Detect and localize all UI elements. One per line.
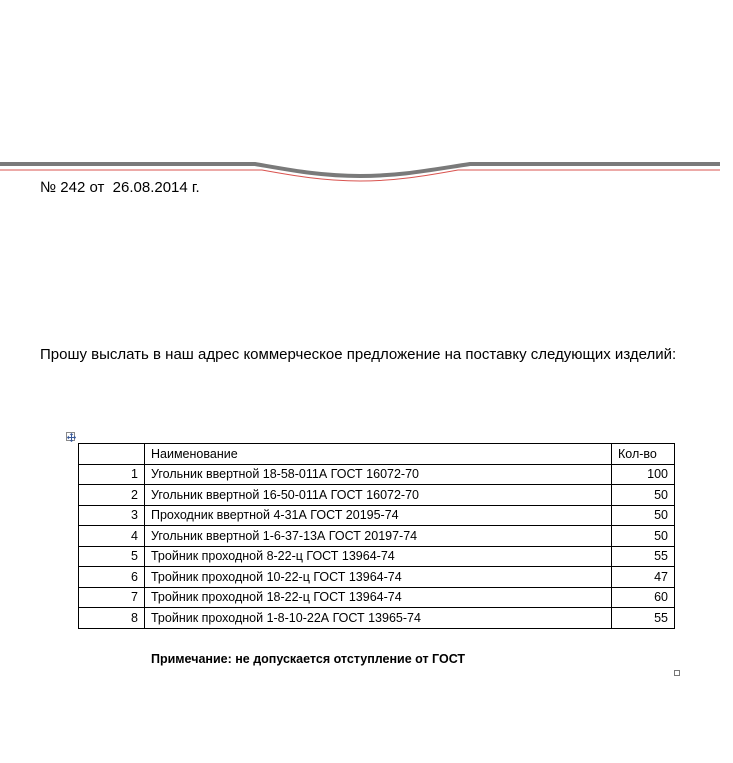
row-number: 2 (79, 485, 145, 506)
row-quantity: 47 (612, 567, 675, 588)
move-arrows-icon (67, 433, 76, 442)
row-name: Проходник ввертной 4-31А ГОСТ 20195-74 (145, 505, 612, 526)
row-name: Тройник проходной 8-22-ц ГОСТ 13964-74 (145, 546, 612, 567)
row-number: 7 (79, 587, 145, 608)
table-row (79, 526, 675, 547)
row-name: Тройник проходной 10-22-ц ГОСТ 13964-74 (145, 567, 612, 588)
table-row (79, 567, 675, 588)
table-row (79, 485, 675, 506)
row-number: 3 (79, 505, 145, 526)
row-name: Угольник ввертной 16-50-011А ГОСТ 16072-70 (145, 485, 612, 506)
document-number: № 242 от 26.08.2014 г. (40, 179, 200, 196)
table-resize-handle-icon[interactable] (674, 670, 680, 676)
row-name: Угольник ввертной 18-58-011А ГОСТ 16072-70 (145, 464, 612, 485)
header-cell-number (79, 444, 145, 465)
items-table (78, 443, 675, 629)
row-quantity: 50 (612, 485, 675, 506)
row-name: Угольник ввертной 1-6-37-13А ГОСТ 20197-74 (145, 526, 612, 547)
row-name: Тройник проходной 18-22-ц ГОСТ 13964-74 (145, 587, 612, 608)
table-row (79, 546, 675, 567)
row-number: 6 (79, 567, 145, 588)
row-quantity: 50 (612, 505, 675, 526)
row-number: 8 (79, 608, 145, 629)
header-cell-name: Наименование (145, 444, 612, 465)
table-row (79, 587, 675, 608)
row-number: 5 (79, 546, 145, 567)
footnote: Примечание: не допускается отступление от ГОСТ (151, 652, 466, 666)
table-header-row (79, 444, 675, 465)
row-quantity: 55 (612, 608, 675, 629)
row-quantity: 60 (612, 587, 675, 608)
row-quantity: 100 (612, 464, 675, 485)
row-quantity: 55 (612, 546, 675, 567)
row-quantity: 50 (612, 526, 675, 547)
table-move-handle-icon[interactable] (66, 432, 75, 441)
row-number: 1 (79, 464, 145, 485)
table-row (79, 608, 675, 629)
request-paragraph: Прошу выслать в наш адрес коммерческое предложение на поставку следующих изделий: (40, 346, 677, 363)
row-number: 4 (79, 526, 145, 547)
table-row (79, 505, 675, 526)
header-cell-quantity: Кол-во (612, 444, 675, 465)
table-row (79, 464, 675, 485)
row-name: Тройник проходной 1-8-10-22А ГОСТ 13965-74 (145, 608, 612, 629)
